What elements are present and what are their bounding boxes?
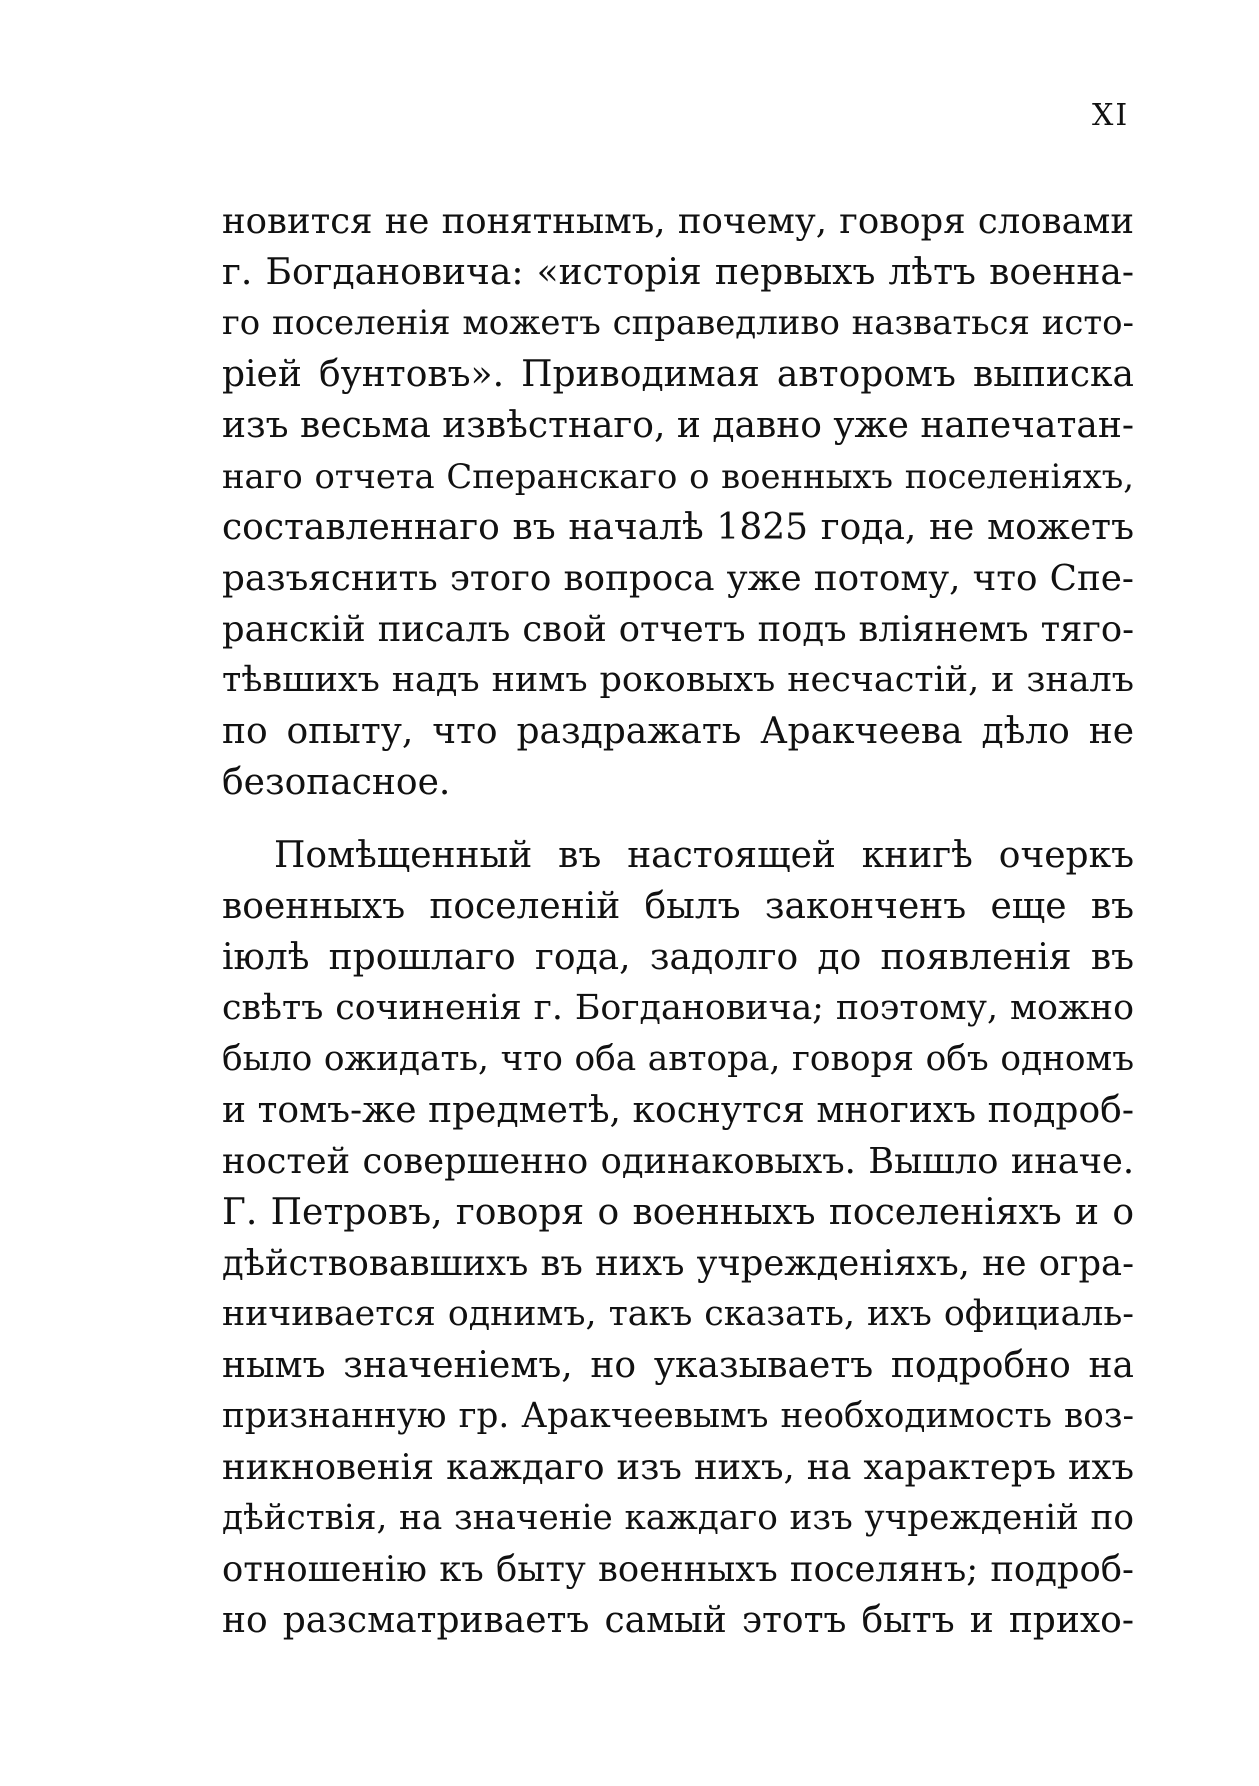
text-line: нымъ значеніемъ, но указываетъ подробно на	[222, 1345, 1134, 1386]
text-line: ничивается однимъ, такъ сказать, ихъ официаль-	[222, 1294, 1134, 1334]
page-number: XI	[1092, 98, 1130, 133]
text-line: признанную гр. Аракчеевымъ необходимость воз-	[222, 1396, 1134, 1436]
text-line: наго отчета Сперанскаго о военныхъ поселеніяхъ,	[222, 457, 1134, 496]
text-line: разъяснить этого вопроса уже потому, что Спе-	[222, 558, 1134, 599]
text-line: іюлѣ прошлаго года, задолго до появленія въ	[222, 937, 1134, 978]
text-line: отношенію къ быту военныхъ поселянъ; подроб-	[222, 1549, 1134, 1590]
paragraph-1	[222, 196, 1134, 808]
text-line: изъ весьма извѣстнаго, и давно уже напечатан-	[222, 405, 1134, 446]
text-line: дѣйствовавшихъ въ нихъ учрежденіяхъ, не огра-	[222, 1243, 1134, 1284]
text-line: тѣвшихъ надъ нимъ роковыхъ несчастій, и зналъ	[222, 660, 1134, 700]
text-line: Г. Петровъ, говоря о военныхъ поселеніяхъ и о	[222, 1192, 1134, 1233]
text-line: ріей бунтовъ». Приводимая авторомъ выписка	[222, 354, 1134, 395]
paragraph-2	[222, 830, 1134, 1646]
text-line: военныхъ поселеній былъ законченъ еще въ	[222, 886, 1134, 927]
text-line: безопасное.	[222, 762, 451, 803]
text-line: дѣйствія, на значеніе каждаго изъ учрежденій по	[222, 1498, 1134, 1538]
text-line: составленнаго въ началѣ 1825 года, не можетъ	[222, 507, 1134, 548]
text-line: никновенія каждаго изъ нихъ, на характеръ ихъ	[222, 1447, 1134, 1488]
text-line: было ожидать, что оба автора, говоря объ одномъ	[222, 1039, 1134, 1079]
text-line: по опыту, что раздражать Аракчеева дѣло не	[222, 711, 1134, 752]
text-line: но разсматриваетъ самый этотъ бытъ и прихо-	[222, 1600, 1134, 1641]
text-line: ранскій писалъ свой отчетъ подъ вліянемъ тяго-	[222, 609, 1134, 650]
text-line: Помѣщенный въ настоящей книгѣ очеркъ	[274, 835, 1134, 876]
text-line: ностей совершенно одинаковыхъ. Вышло иначе.	[222, 1141, 1134, 1182]
text-line: г. Богдановича: «исторія первыхъ лѣтъ военна-	[222, 252, 1134, 293]
text-line: и томъ-же предметѣ, коснутся многихъ подроб-	[222, 1090, 1134, 1131]
text-line: свѣтъ сочиненія г. Богдановича; поэтому, можно	[222, 988, 1134, 1028]
text-line: новится не понятнымъ, почему, говоря словами	[222, 201, 1134, 242]
text-line: го поселенія можетъ справедливо назваться исто-	[222, 304, 1134, 343]
